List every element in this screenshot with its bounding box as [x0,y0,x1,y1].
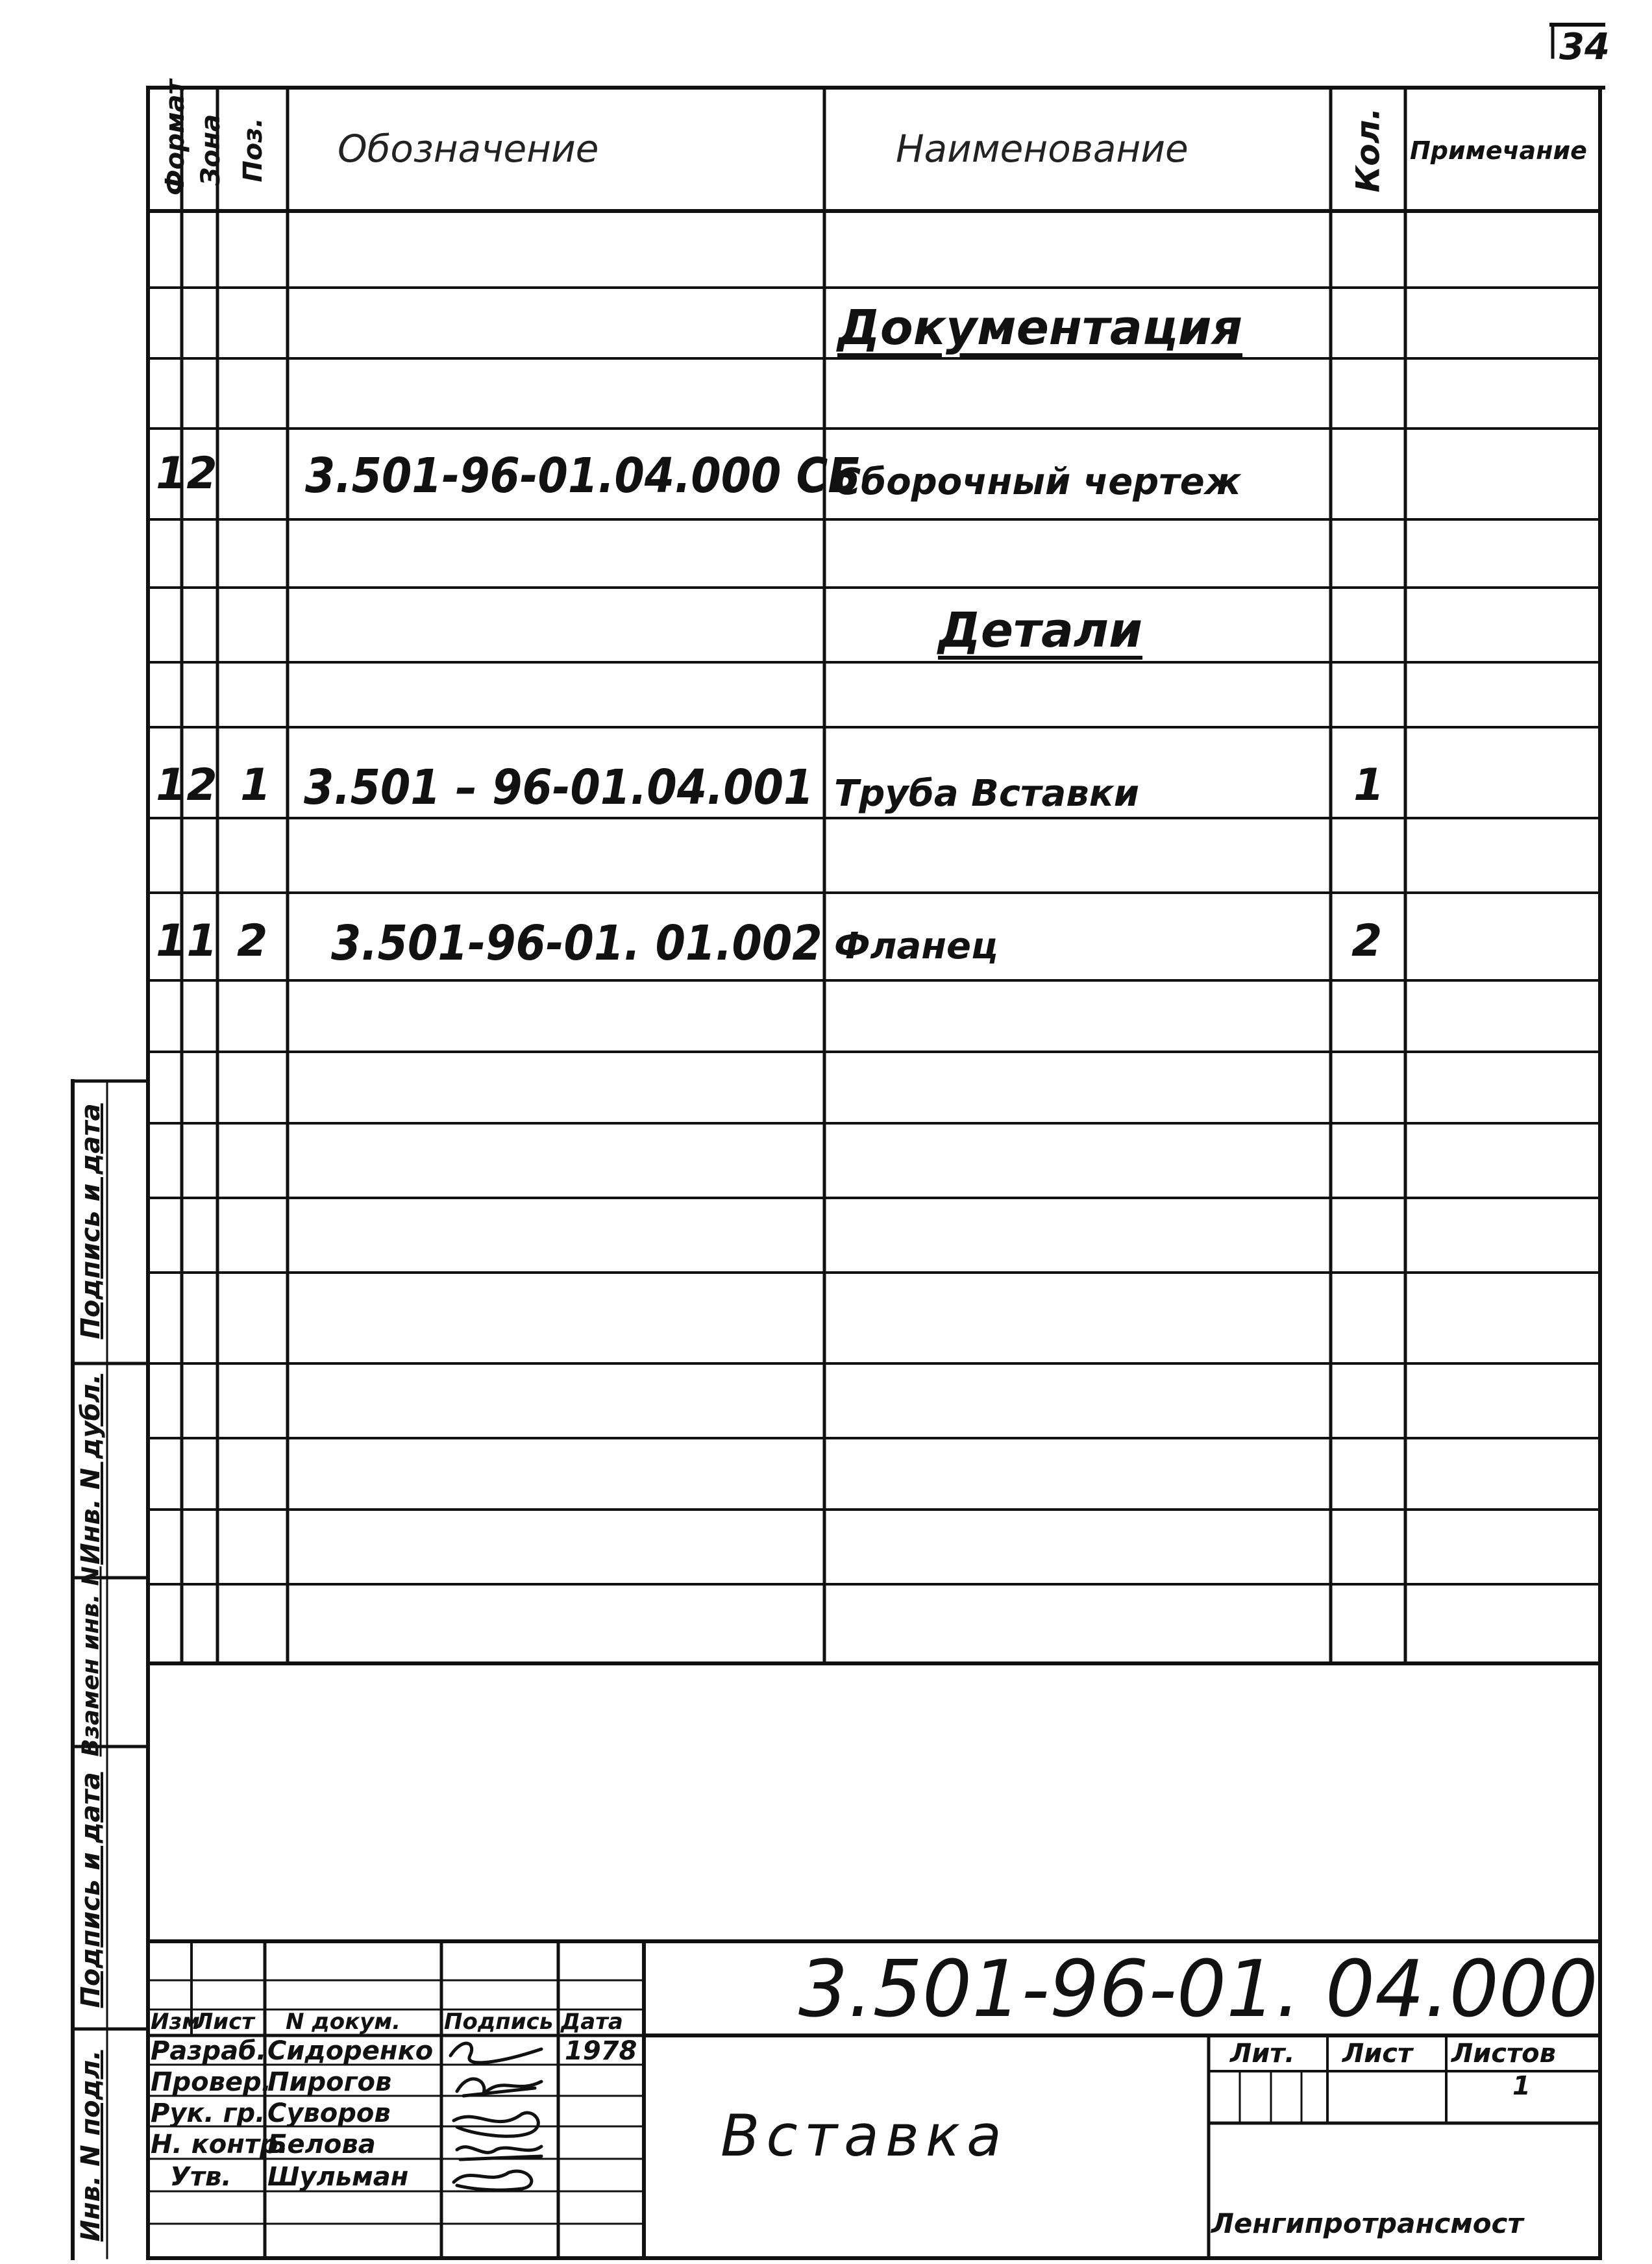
row-name: Сборочный чертеж [834,461,1241,503]
tb-role: Провер. [151,2067,271,2097]
tb-col-list: Лист [195,2009,254,2035]
tb-person: Суворов [267,2098,391,2128]
tb-role: Н. контр. [151,2130,288,2159]
tb-person: Пирогов [267,2067,392,2097]
tb-col-izm: Изм [151,2009,201,2035]
header-pos: Поз. [238,118,268,182]
header-zone: Зона [196,114,226,186]
tb-person: Шульман [267,2162,409,2192]
section-details: Детали [938,603,1142,658]
row-format: 11 [156,915,217,967]
row-format: 12 [156,448,217,499]
row-format: 12 [156,760,217,811]
section-documentation: Документация [837,300,1243,356]
document-code: 3.501-96-01. 04.000 [798,1945,1598,2035]
header-format: Формат [160,79,190,195]
tb-person: Сидоренко [267,2036,434,2066]
tb-role: Разраб. [151,2036,267,2066]
side-label-sign-date: Подпись и дата [76,1103,106,1339]
tb-col-podpis: Подпись [444,2009,554,2035]
tb-role: Рук. гр. [151,2098,265,2128]
tb-listov-value: 1 [1512,2071,1531,2101]
row-pos: 2 [237,915,268,967]
sheet-number: 34 [1559,26,1610,68]
document-title: Вставка [721,2102,1008,2169]
row-designation: 3.501 – 96-01.04.001 [304,760,814,815]
row-qty: 2 [1351,915,1383,967]
signature-scribbles [444,2036,558,2192]
side-label-inv-podl: Инв. N подл. [76,2050,106,2242]
tb-role: Утв. [170,2162,232,2192]
tb-listov-label: Листов [1451,2039,1556,2069]
header-name: Наименование [896,127,1189,171]
organization: Ленгипротрансмост [1211,2208,1523,2239]
header-qty: Кол. [1349,107,1387,193]
row-pos: 1 [240,760,271,811]
tb-col-data: Дата [561,2009,623,2035]
tb-list-label: Лист [1342,2039,1413,2069]
header-note: Примечание [1410,136,1587,165]
side-label-sign-date-2: Подпись и дата [76,1772,106,2008]
row-qty: 1 [1353,760,1385,811]
tb-person: Белова [267,2130,376,2159]
side-label-inv-dubl: Инв. N дубл. [76,1374,106,1565]
tb-lit-label: Лит. [1230,2039,1295,2069]
tb-col-ndokum: N докум. [286,2009,401,2035]
header-designation: Обозначение [338,127,599,171]
row-name: Фланец [834,925,998,967]
row-designation: 3.501-96-01.04.000 СБ [305,448,861,504]
row-designation: 3.501-96-01. 01.002 [331,915,822,971]
side-label-vzam-inv: Взамен инв. N [77,1566,105,1757]
row-name: Труба Вставки [834,773,1139,815]
tb-date: 1978 [565,2036,637,2066]
